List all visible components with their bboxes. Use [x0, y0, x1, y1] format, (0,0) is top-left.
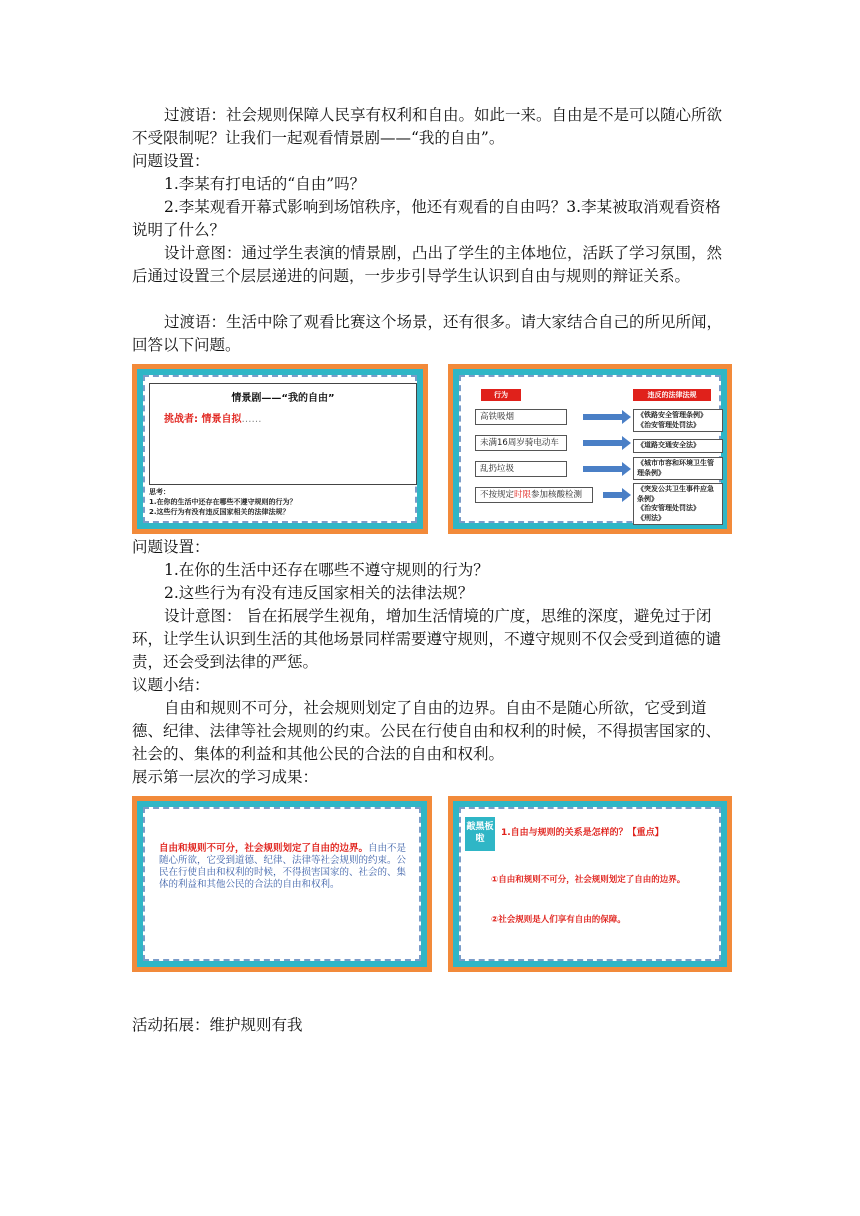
blackboard-badge: 敲黑板啦 [465, 817, 495, 851]
slide-behavior-law-table [448, 364, 732, 534]
challenger-label: 挑战者: 情景自拟…… [164, 414, 262, 425]
think-questions: 思考： 1.在你的生活中还存在哪些不遵守规则的行为？ 2.这些行为有没有违反国家相关的法律法规？ [149, 488, 297, 516]
law-item: 《铁路安全管理条例》 《治安管理处罚法》 [633, 409, 723, 432]
key-point-1: ①自由和规则不可分，社会规则划定了自由的边界。 [491, 875, 686, 885]
question-2-2: 2.这些行为有没有违反国家相关的法律法规？ [164, 584, 474, 602]
arrow-right-icon [583, 466, 623, 472]
behavior-item: 乱扔垃圾 [475, 461, 567, 477]
slide-title: 情景剧——“我的自由” [231, 393, 335, 404]
first-level-results-heading: 展示第一层次的学习成果： [132, 768, 319, 786]
topic-summary-paragraph: 自由和规则不可分，社会规则划定了自由的边界。自由不是随心所欲，它受到道德、纪律、法律等社会规则的约束。公民在行使自由和权利的时候，不得损害国家的、社会的、集体的利益和其他公民的合法的自由和权利。 [132, 699, 722, 763]
question-setting-heading-2: 问题设置： [132, 538, 210, 556]
question-1-1: 1.李某有打电话的“自由”吗？ [164, 175, 366, 193]
design-intent-paragraph-2: 设计意图： 旨在拓展学生视角，增加生活情境的广度，思维的深度，避免过于闭环，让学生认识到生活的其他场景同样需要遵守规则，不遵守规则不仅会受到道德的谴责，还会受到法律的严惩。 [132, 607, 722, 671]
behavior-item: 不按规定时限参加核酸检测 [475, 487, 593, 503]
arrow-right-icon [603, 492, 623, 498]
design-intent-paragraph-1: 设计意图：通过学生表演的情景剧，凸出了学生的主体地位，活跃了学习氛围，然后通过设置三个层层递进的问题，一步步引导学生认识到自由与规则的辩证关系。 [132, 244, 723, 285]
slide-summary [132, 796, 432, 972]
question-setting-heading-1: 问题设置： [132, 152, 210, 170]
slide-scenario-drama [132, 364, 428, 534]
drama-frame [149, 383, 417, 485]
key-question: 1.自由与规则的关系是怎样的？【重点】 [501, 828, 664, 838]
law-item: 《突发公共卫生事件应急条例》 《治安管理处罚法》 《刑法》 [633, 483, 723, 525]
question-1-2: 2.李某观看开幕式影响到场馆秩序，他还有观看的自由吗？3.李某被取消观看资格说明了什么？ [132, 198, 721, 239]
arrow-right-icon [583, 414, 623, 420]
behavior-item: 高铁吸烟 [475, 409, 567, 425]
key-point-2: ②社会规则是人们享有自由的保障。 [491, 915, 626, 925]
question-2-1: 1.在你的生活中还存在哪些不遵守规则的行为？ [164, 561, 489, 579]
law-item: 《城市市容和环境卫生管理条例》 [633, 457, 723, 480]
law-item: 《道路交通安全法》 [633, 439, 723, 453]
law-header: 违反的法律法规 [633, 389, 711, 401]
behavior-item: 未满16周岁骑电动车 [475, 435, 567, 451]
topic-summary-heading: 议题小结： [132, 676, 210, 694]
transition-paragraph-1: 过渡语：社会规则保障人民享有权利和自由。如此一来。自由是不是可以随心所欲不受限制呢？让我们一起观看情景剧——“我的自由”。 [132, 106, 723, 147]
arrow-right-icon [583, 440, 623, 446]
transition-paragraph-2: 过渡语：生活中除了观看比赛这个场景，还有很多。请大家结合自己的所见所闻，回答以下问题。 [132, 313, 723, 354]
slide-blackboard-point [448, 796, 732, 972]
summary-text: 自由和规则不可分，社会规则划定了自由的边界。自由不是随心所欲，它受到道德、纪律、法律等社会规则的约束。公民在行使自由和权利的时候，不得损害国家的、社会的、集体的利益和其他公民的合法的自由和权利。 [159, 843, 407, 890]
activity-extension-heading: 活动拓展：维护规则有我 [132, 1016, 303, 1034]
behavior-header: 行为 [481, 389, 521, 401]
